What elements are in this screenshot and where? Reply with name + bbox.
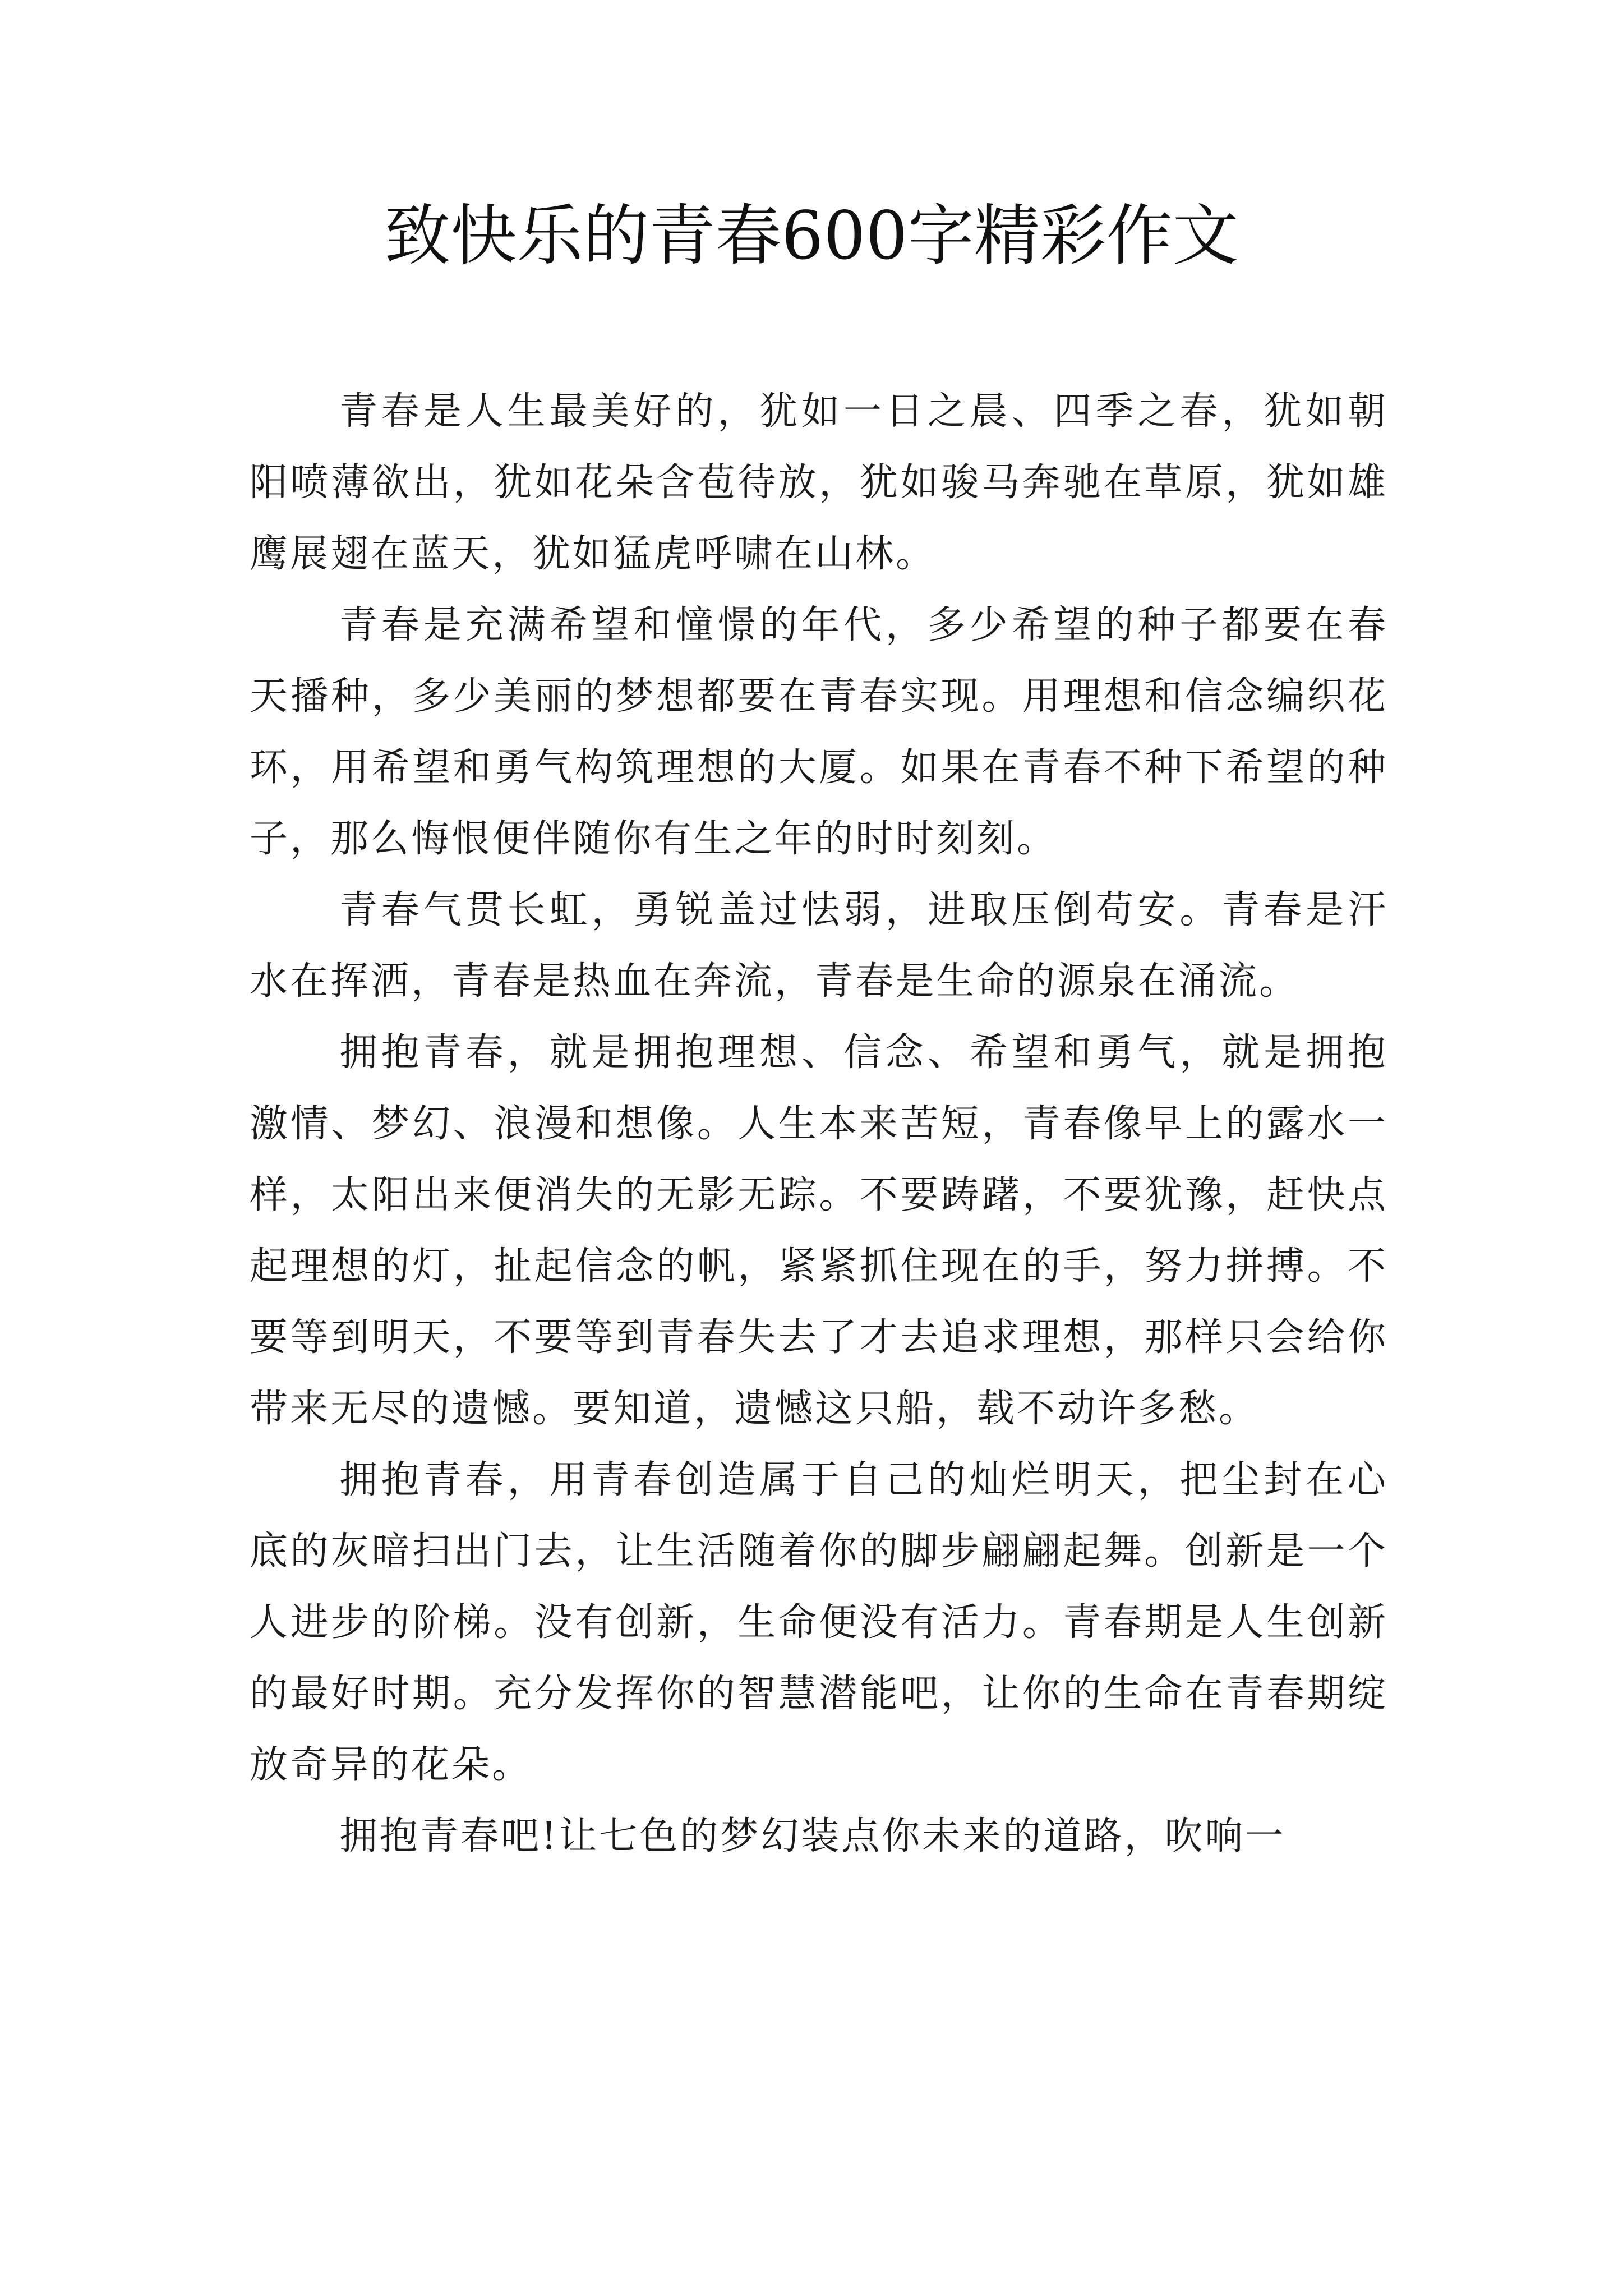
- paragraph: 青春是充满希望和憧憬的年代，多少希望的种子都要在春天播种，多少美丽的梦想都要在青春实现。用理想和信念编织花环，用希望和勇气构筑理想的大厦。如果在青春不种下希望的种子，那么悔恨便伴随你有生之年的时时刻刻。: [250, 603, 1388, 861]
- paragraph: 拥抱青春，用青春创造属于自己的灿烂明天，把尘封在心底的灰暗扫出门去，让生活随着你的脚步翩翩起舞。创新是一个人进步的阶梯。没有创新，生命便没有活力。青春期是人生创新的最好时期。充分发挥你的智慧潜能吧，让你的生命在青春期绽放奇异的花朵。: [250, 1458, 1388, 1787]
- paragraph: 青春是人生最美好的，犹如一日之晨、四季之春，犹如朝阳喷薄欲出，犹如花朵含苞待放，犹如骏马奔驰在草原，犹如雄鹰展翅在蓝天，犹如猛虎呼啸在山林。: [250, 389, 1388, 576]
- document-body: [250, 376, 1388, 1872]
- paragraph: 拥抱青春吧!让七色的梦幻装点你未来的道路，吹响一: [339, 1814, 1286, 1858]
- document-title: 致快乐的青春600字精彩作文: [384, 197, 1239, 274]
- paragraph: 拥抱青春，就是拥抱理想、信念、希望和勇气，就是拥抱激情、梦幻、浪漫和想像。人生本来苦短，青春像早上的露水一样，太阳出来便消失的无影无踪。不要踌躇，不要犹豫，赶快点起理想的灯，扯起信念的帆，紧紧抓住现在的手，努力拼搏。不要等到明天，不要等到青春失去了才去追求理想，那样只会给你带来无尽的遗憾。要知道，遗憾这只船，载不动许多愁。: [250, 1030, 1388, 1431]
- paragraph: 青春气贯长虹，勇锐盖过怯弱，进取压倒苟安。青春是汗水在挥洒，青春是热血在奔流，青春是生命的源泉在涌流。: [250, 888, 1388, 1004]
